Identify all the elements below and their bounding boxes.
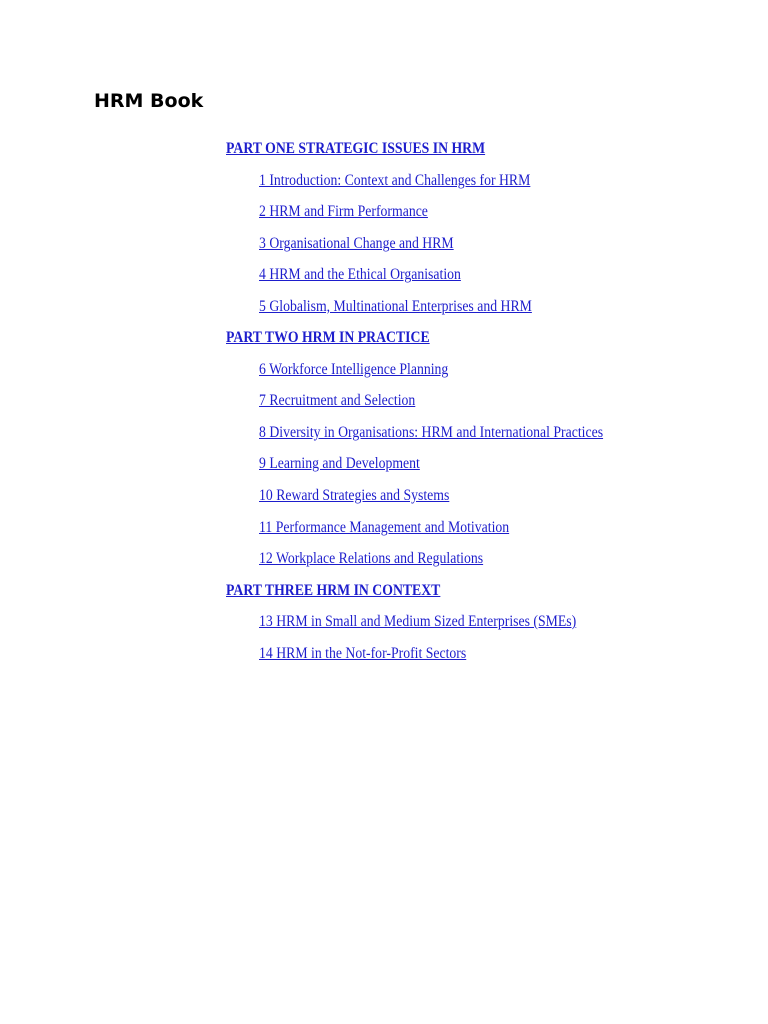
toc-chapter-link[interactable]: 12 Workplace Relations and Regulations [259,550,484,568]
toc-part-link[interactable]: PART TWO HRM IN PRACTICE [226,329,430,347]
toc-chapter-link[interactable]: 6 Workforce Intelligence Planning [259,360,449,378]
toc-chapter-link[interactable]: 10 Reward Strategies and Systems [259,487,450,505]
toc-chapter-link[interactable]: 3 Organisational Change and HRM [259,234,454,252]
toc-part-link[interactable]: PART THREE HRM IN CONTEXT [226,581,441,599]
table-of-contents [226,133,746,669]
toc-chapter-link[interactable]: 8 Diversity in Organisations: HRM and International Practices [259,423,604,441]
document-title: HRM Book [94,90,204,112]
toc-chapter-link[interactable]: 1 Introduction: Context and Challenges for HRM [259,171,531,189]
toc-chapter-link[interactable]: 11 Performance Management and Motivation [259,518,510,536]
toc-chapter-link[interactable]: 14 HRM in the Not-for-Profit Sectors [259,644,467,662]
toc-chapter-link[interactable]: 4 HRM and the Ethical Organisation [259,266,461,284]
toc-chapter-link[interactable]: 2 HRM and Firm Performance [259,203,428,221]
toc-chapter-link[interactable]: 5 Globalism, Multinational Enterprises and HRM [259,297,532,315]
toc-chapter-link[interactable]: 7 Recruitment and Selection [259,392,416,410]
toc-chapter-link[interactable]: 9 Learning and Development [259,455,420,473]
toc-chapter-link[interactable]: 13 HRM in Small and Medium Sized Enterprises (SMEs) [259,613,577,631]
toc-part-link[interactable]: PART ONE STRATEGIC ISSUES IN HRM [226,140,486,157]
